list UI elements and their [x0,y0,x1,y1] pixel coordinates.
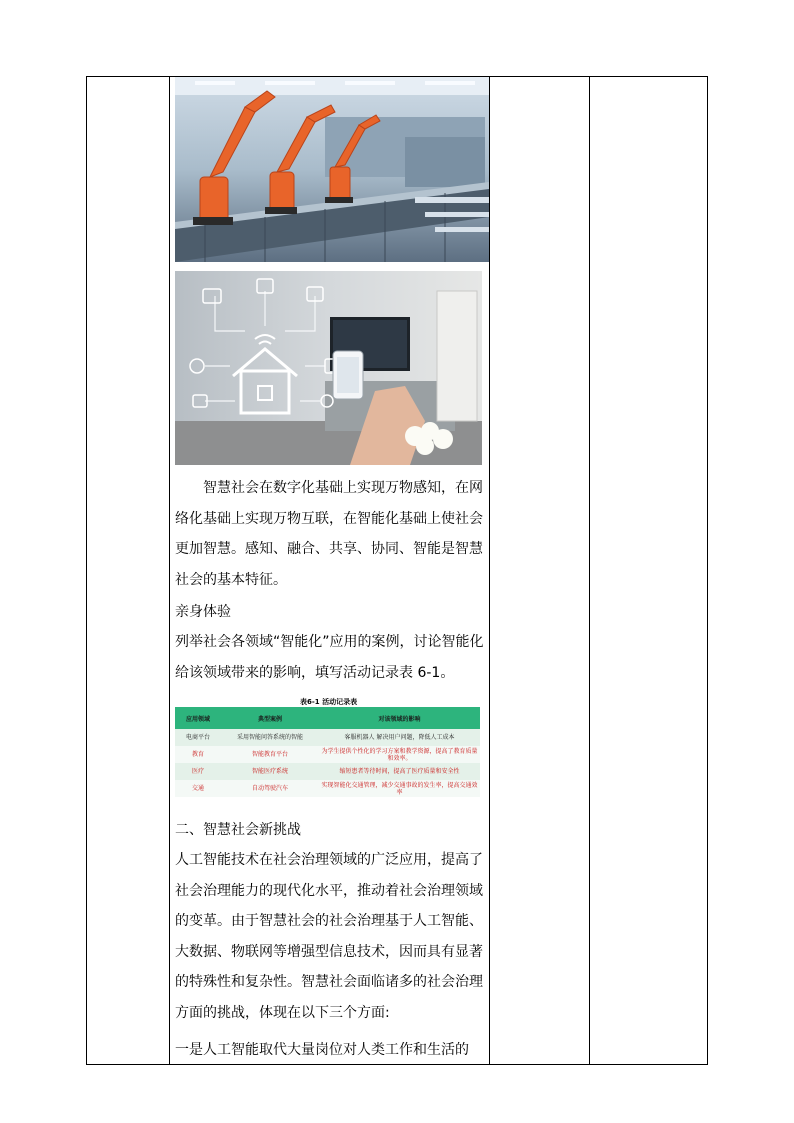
cell-case: 采用智能问答系统的智能 [221,729,319,746]
cell-impact: 缩短患者等待时间，提高了医疗质量和安全性 [319,763,480,780]
table-row [175,763,480,780]
experience-heading: 亲身体验 [175,604,231,620]
col-header-impact: 对该领域的影响 [319,707,480,729]
table-col-border-4 [589,76,590,1065]
table-col-border-2 [169,76,170,1065]
table-col-border-3 [489,76,490,1065]
cell-case: 自动驾驶汽车 [221,780,319,797]
section-2-title: 二、智慧社会新挑战 [175,822,301,838]
table-row [175,746,480,763]
cell-field: 电商平台 [175,729,221,746]
cell-case: 智能教育平台 [221,746,319,763]
table-row [175,780,480,797]
cell-case: 智能医疗系统 [221,763,319,780]
governance-paragraph: 人工智能技术在社会治理领域的广泛应用，提高了社会治理能力的现代化水平，推动着社会治理领域的变革。由于智慧社会的社会治理基于人工智能、大数据、物联网等增强型信息技术，因而具有显著的特殊性和复杂性。智慧社会面临诸多的社会治理方面的挑战，体现在以下三个方面: [175,852,483,1021]
cell-impact: 实现智能化交通管理，减少交通事故的发生率，提高交通效率 [319,780,480,797]
cell-field: 医疗 [175,763,221,780]
table-col-border-1 [86,76,87,1065]
cell-field: 教育 [175,746,221,763]
activity-table-title: 表6-1 活动记录表 [300,698,358,706]
cell-impact: 为学生提供个性化的学习方案和教学资源，提高了教育质量和效率。 [319,746,480,763]
activity-record-table [175,707,480,797]
smart-society-paragraph: 智慧社会在数字化基础上实现万物感知，在网络化基础上实现万物互联，在智能化基础上使社会更加智慧。感知、融合、共享、协同、智能是智慧社会的基本特征。 [175,480,483,588]
cell-field: 交通 [175,780,221,797]
cell-impact: 客服机器人 解决用户问题，降低人工成本 [319,729,480,746]
col-header-field: 应用领域 [175,707,221,729]
col-header-case: 典型案例 [221,707,319,729]
table-col-border-5 [707,76,708,1065]
challenge-one-paragraph: 一是人工智能取代大量岗位对人类工作和生活的 [175,1042,469,1058]
activity-instruction: 列举社会各领域“智能化”应用的案例，讨论智能化给该领域带来的影响，填写活动记录表 6-1。 [175,634,484,681]
robot-arms-factory-image [175,77,489,262]
table-row [175,729,480,746]
smart-home-image [175,271,482,465]
